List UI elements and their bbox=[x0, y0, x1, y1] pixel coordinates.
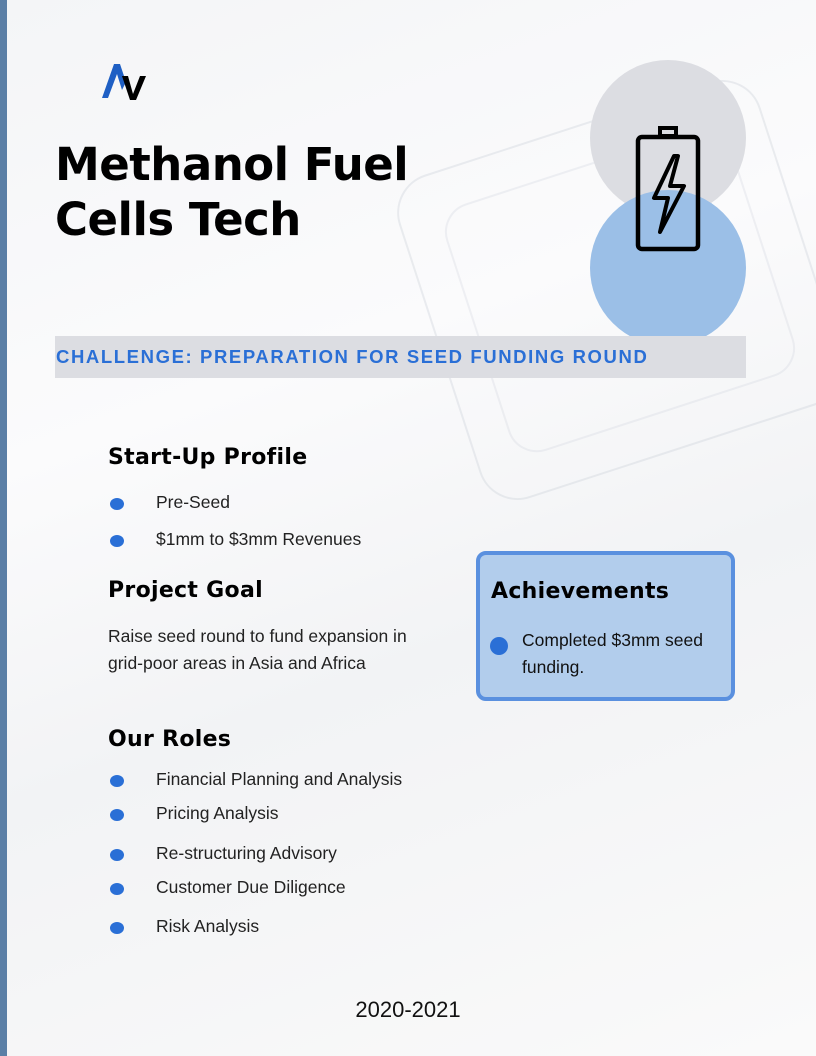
achievements-box bbox=[476, 551, 735, 701]
title-line-1: Methanol Fuel bbox=[55, 138, 409, 191]
bullet-icon bbox=[110, 498, 124, 510]
section-heading-roles: Our Roles bbox=[108, 727, 232, 752]
bullet-icon bbox=[110, 535, 124, 547]
page-title bbox=[55, 137, 475, 247]
section-heading-goal: Project Goal bbox=[108, 578, 263, 603]
list-item-text: Re-structuring Advisory bbox=[156, 843, 337, 863]
achievement-item: Completed $3mm seed funding. bbox=[522, 630, 703, 677]
list-item-text: Customer Due Diligence bbox=[156, 877, 346, 897]
challenge-banner: CHALLENGE: PREPARATION FOR SEED FUNDING ROUND bbox=[55, 336, 746, 378]
list-item-text: $1mm to $3mm Revenues bbox=[156, 529, 362, 549]
title-line-2: Cells Tech bbox=[55, 193, 301, 246]
bullet-icon bbox=[110, 922, 124, 934]
achievements-heading: Achievements bbox=[491, 579, 670, 604]
bullet-icon bbox=[490, 637, 508, 655]
list-item-text: Pricing Analysis bbox=[156, 803, 279, 823]
list-item-text: Financial Planning and Analysis bbox=[156, 769, 403, 789]
bullet-icon bbox=[110, 775, 124, 787]
bullet-icon bbox=[110, 883, 124, 895]
footer-years: 2020-2021 bbox=[355, 997, 461, 1022]
section-heading-profile: Start-Up Profile bbox=[108, 445, 308, 470]
goal-description: Raise seed round to fund expansion in grid-poor areas in Asia and Africa bbox=[108, 626, 407, 673]
bullet-icon bbox=[110, 809, 124, 821]
battery-charging-icon bbox=[630, 124, 706, 254]
left-accent-bar bbox=[0, 0, 7, 1056]
list-item-text: Pre-Seed bbox=[156, 492, 230, 512]
av-logo-icon bbox=[100, 60, 148, 108]
list-item-text: Risk Analysis bbox=[156, 916, 260, 936]
bullet-icon bbox=[110, 849, 124, 861]
